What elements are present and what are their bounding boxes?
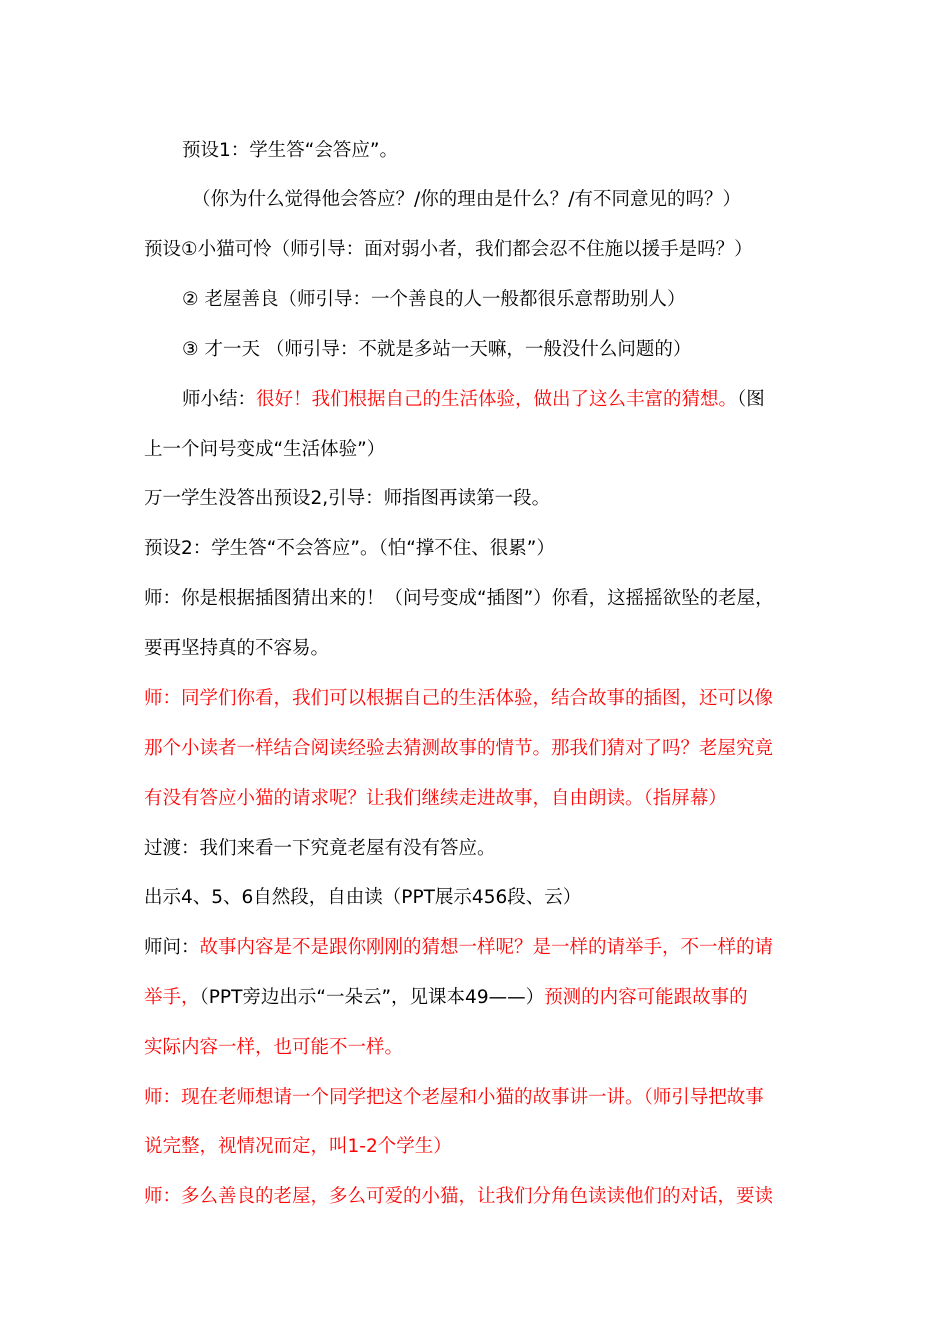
paragraph-teacher-students-end: [144, 786, 824, 812]
text-run: 师小结：: [182, 389, 257, 410]
paragraph-show-paragraphs: [144, 885, 824, 911]
paragraph-preset-house: [182, 287, 822, 313]
text-run: 预设1：学生答“会答应”。: [182, 140, 398, 161]
text-run: 万一学生没答出预设2,引导：师指图再读第一段。: [144, 488, 551, 509]
text-run-red: 故事内容是不是跟你刚刚的猜想一样呢？是一样的请举手，不一样的请: [199, 937, 774, 958]
paragraph-questions: [192, 187, 822, 213]
paragraph-teacher-students-cont: [144, 736, 824, 762]
paragraph-preset-kitten: [144, 237, 824, 263]
text-run-red: 师：多么善良的老屋，多么可爱的小猫，让我们分角色读读他们的对话，要读: [144, 1186, 774, 1207]
text-run: 师：你是根据插图猜出来的！（问号变成“插图”）你看，这摇摇欲坠的老屋，: [144, 588, 774, 609]
text-run: ② 老屋善良（师引导：一个善良的人一般都很乐意帮助别人）: [182, 289, 686, 310]
text-run-red: 有没有答应小猫的请求呢？让我们继续走进故事，自由朗读。（指屏幕）: [144, 788, 727, 809]
paragraph-preset-2: [144, 536, 824, 562]
text-run-red: 说完整，视情况而定，叫1-2个学生）: [144, 1136, 452, 1157]
text-run: 上一个问号变成“生活体验”）: [144, 439, 386, 460]
paragraph-teacher-ask: [144, 935, 824, 961]
paragraph-teacher-retell: [144, 1085, 824, 1111]
text-run: 出示4、5、6自然段，自由读（PPT展示456段、云）: [144, 887, 582, 908]
text-run: ③ 才一天 （师引导：不就是多站一天嘛，一般没什么问题的）: [182, 339, 692, 360]
text-run-red: 很好！我们根据自己的生活体验，做出了这么丰富的猜想。: [256, 389, 738, 410]
paragraph-preset-day: [182, 337, 822, 363]
text-run: 过渡：我们来看一下究竟老屋有没有答应。: [144, 838, 496, 859]
paragraph-teacher-ask-end: [144, 1035, 824, 1061]
paragraph-preset-1: [182, 138, 822, 164]
text-run: （PPT旁边出示“一朵云”，见课本49——）: [199, 987, 545, 1008]
paragraph-transition: [144, 836, 824, 862]
text-run-red: 预测的内容可能跟故事的: [544, 987, 748, 1008]
paragraph-teacher-students: [144, 686, 824, 712]
text-run-red: 那个小读者一样结合阅读经验去猜测故事的情节。那我们猜对了吗？老屋究竟: [144, 738, 774, 759]
text-run-red: 实际内容一样，也可能不一样。: [144, 1037, 404, 1058]
paragraph-teacher-illustration: [144, 586, 824, 612]
text-run: 师问：: [144, 937, 200, 958]
text-run: 预设2：学生答“不会答应”。（怕“撑不住、很累”）: [144, 538, 555, 559]
paragraph-teacher-summary: [182, 387, 822, 413]
paragraph-teacher-retell-cont: [144, 1134, 824, 1160]
text-run: （图: [737, 389, 765, 410]
paragraph-summary-cont: [144, 437, 824, 463]
paragraph-teacher-ask-cont: [144, 985, 824, 1011]
text-run-red: 举手，: [144, 987, 200, 1008]
text-run: （你为什么觉得他会答应？/你的理由是什么？/有不同意见的吗？）: [192, 189, 741, 210]
text-run-red: 师：现在老师想请一个同学把这个老屋和小猫的故事讲一讲。（师引导把故事: [144, 1087, 764, 1108]
paragraph-teacher-roles: [144, 1184, 824, 1210]
paragraph-illustration-cont: [144, 636, 824, 662]
text-run: 要再坚持真的不容易。: [144, 638, 330, 659]
text-run: 预设①小猫可怜（师引导：面对弱小者，我们都会忍不住施以援手是吗？）: [144, 239, 753, 260]
text-run-red: 师：同学们你看，我们可以根据自己的生活体验，结合故事的插图，还可以像: [144, 688, 774, 709]
paragraph-fallback: [144, 486, 824, 512]
